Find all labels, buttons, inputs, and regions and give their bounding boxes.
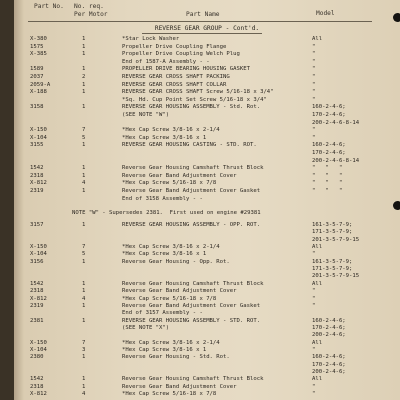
part-number: X-380 <box>30 36 47 42</box>
model-numbers: " <box>312 66 316 73</box>
model-numbers: 170-2-4-6; <box>312 150 346 156</box>
quantity: 2 <box>82 74 86 80</box>
model-numbers: " " " <box>312 180 343 187</box>
part-number: 2319 <box>30 302 44 309</box>
part-name: Reverse Gear Housing Camshaft Thrust Block <box>122 376 264 383</box>
part-number: X-104 <box>30 251 47 258</box>
note-w: NOTE "W" - Supersedes 2381. First used on engine #29381 <box>72 210 261 216</box>
part-number: 1542 <box>30 280 44 287</box>
table-row <box>14 391 400 399</box>
part-number: 2037 <box>30 74 44 80</box>
part-name: (SEE NOTE "W") <box>122 112 170 118</box>
quantity: 1 <box>82 51 86 58</box>
model-numbers: " <box>312 51 316 58</box>
model-numbers: " <box>312 346 316 353</box>
part-name: REVERSE GEAR HOUSING ASSEMBLY - Std. Rot. <box>122 104 261 111</box>
part-name: Reverse Gear Band Adjustment Cover <box>122 288 237 295</box>
model-numbers: " <box>312 96 316 103</box>
part-name: End of 3158 Assembly - - <box>122 195 203 202</box>
part-name: Reverse Gear Housing Camshaft Thrust Block <box>122 165 264 172</box>
quantity: 1 <box>82 317 86 324</box>
part-name: Propeller Drive Coupling Welch Plug <box>122 51 240 58</box>
part-name: Reverse Gear Band Adjustment Cover Gasket <box>122 302 261 309</box>
model-numbers: 160-2-4-6; <box>312 354 346 361</box>
part-number: 1542 <box>30 165 44 172</box>
part-name: *Hex Cap Screw 3/8-16 x 1 <box>122 251 207 258</box>
part-number: 2059-A <box>30 81 51 88</box>
model-numbers: " <box>312 43 316 50</box>
header-part-no: Part No. <box>34 3 64 10</box>
part-name: *Hex Cap Screw 5/16-18 x 7/8 <box>122 180 217 187</box>
model-numbers: 200-2-4-6-8-14 <box>312 119 360 126</box>
model-numbers: 161-3-5-7-9; <box>312 222 353 228</box>
part-number: 2318 <box>30 383 44 390</box>
table-header <box>14 0 400 22</box>
part-name: REVERSE GEAR HOUSING ASSEMBLY - OPP. ROT. <box>122 222 261 228</box>
model-numbers: 161-3-5-7-9; <box>312 258 353 265</box>
header-rule <box>28 21 372 22</box>
part-number: 1542 <box>30 376 44 383</box>
model-numbers: " <box>312 295 316 302</box>
quantity: 3 <box>82 346 86 353</box>
part-number: X-385 <box>30 51 47 58</box>
part-number: X-812 <box>30 391 47 398</box>
quantity: 1 <box>82 89 86 96</box>
model-numbers: All <box>312 244 323 251</box>
model-numbers: " <box>312 302 316 309</box>
part-name: Reverse Gear Band Adjustment Cover <box>122 172 237 179</box>
model-numbers: " <box>312 58 316 65</box>
quantity: 1 <box>82 354 86 361</box>
part-name: REVERSE GEAR CROSS SHAFT COLLAR <box>122 81 227 88</box>
model-numbers: 170-2-4-6; <box>312 324 346 331</box>
model-numbers: " <box>312 383 316 390</box>
part-name: Reverse Gear Housing Camshaft Thrust Block <box>122 280 264 287</box>
model-numbers: 200-2-4-6; <box>312 369 346 375</box>
quantity: 7 <box>82 127 86 134</box>
model-numbers: 160-2-4-6; <box>312 104 346 111</box>
model-numbers: " " " <box>312 172 343 179</box>
part-number: X-104 <box>30 134 47 141</box>
model-numbers: 160-2-4-6; <box>312 317 346 324</box>
model-numbers: " <box>312 81 316 88</box>
part-name: REVERSE GEAR HOUSING CASTING - STD. ROT. <box>122 142 257 149</box>
part-name: *Hex Cap Screw 3/8-16 x 2-1/4 <box>122 127 220 134</box>
part-number: 2319 <box>30 188 44 194</box>
part-name: REVERSE GEAR CROSS SHAFT Screw 5/16-18 x 3/4" <box>122 89 274 96</box>
quantity: 1 <box>82 288 86 295</box>
model-numbers: 200-2-4-6-8-14 <box>312 157 360 164</box>
section-underline <box>142 33 262 34</box>
model-numbers: All <box>312 339 323 346</box>
part-name: Reverse Gear Band Adjustment Cover <box>122 383 237 390</box>
quantity: 1 <box>82 383 86 390</box>
part-number: 2318 <box>30 288 44 295</box>
model-numbers: All <box>312 280 323 287</box>
part-name: *Hex Cap Screw 3/8-16 x 1 <box>122 134 207 141</box>
part-number: 3158 <box>30 104 44 111</box>
header-model: Model <box>316 10 335 17</box>
quantity: 5 <box>82 251 86 258</box>
model-numbers: 170-2-4-6; <box>312 361 346 368</box>
quantity: 1 <box>82 376 86 383</box>
part-name: Reverse Gear Housing - Opp. Rot. <box>122 258 230 265</box>
part-name: *Hex Cap Screw 3/8-16 x 1 <box>122 346 207 353</box>
part-name: *Hex Cap Screw 5/16-18 x 7/8 <box>122 391 217 398</box>
model-numbers: All <box>312 36 323 42</box>
part-number: X-812 <box>30 180 47 187</box>
model-numbers: 171-3-5-7-9; <box>312 266 353 273</box>
quantity: 1 <box>82 302 86 309</box>
quantity: 4 <box>82 391 86 398</box>
model-numbers: " " " <box>312 188 343 194</box>
part-name: Propeller Drive Coupling Flange <box>122 43 227 50</box>
header-part-name: Part Name <box>186 11 220 18</box>
part-name: *Sq. Hd. Cup Point Set Screw 5/16-18 x 3/4" <box>122 96 267 103</box>
part-number: 1589 <box>30 66 44 73</box>
part-name: REVERSE GEAR CROSS SHAFT PACKING <box>122 74 230 80</box>
quantity: 1 <box>82 280 86 287</box>
part-name: *Star Lock Washer <box>122 36 180 42</box>
quantity: 7 <box>82 339 86 346</box>
model-numbers: 200-2-4-6; <box>312 332 346 339</box>
model-numbers: " <box>312 251 316 258</box>
part-name: End of 1587-A Assembly - - <box>122 58 210 65</box>
part-name: Reverse Gear Housing - Std. Rot. <box>122 354 230 361</box>
model-numbers: " <box>312 288 316 295</box>
model-numbers: All <box>312 376 323 383</box>
part-name: PROPELLER DRIVE BEARING HOUSING GASKET <box>122 66 250 73</box>
part-name: Reverse Gear Band Adjustment Cover Gasket <box>122 188 261 194</box>
model-numbers: 160-2-4-6; <box>312 142 346 149</box>
quantity: 7 <box>82 244 86 251</box>
part-number: 3156 <box>30 258 44 265</box>
model-numbers: 201-3-5-7-9-15 <box>312 273 360 280</box>
model-numbers: 170-2-4-6; <box>312 112 346 118</box>
quantity: 1 <box>82 81 86 88</box>
model-numbers: " <box>312 74 316 80</box>
quantity: 1 <box>82 142 86 149</box>
model-numbers: 171-3-5-7-9; <box>312 229 353 236</box>
part-name: REVERSE GEAR HOUSING ASSEMBLY - STD. ROT. <box>122 317 261 324</box>
quantity: 1 <box>82 188 86 194</box>
model-numbers: " <box>312 391 316 398</box>
part-number: 3157 <box>30 222 44 228</box>
part-number: X-188 <box>30 89 47 96</box>
quantity: 1 <box>82 36 86 42</box>
part-number: X-150 <box>30 127 47 134</box>
model-numbers: " " " <box>312 165 343 172</box>
quantity: 1 <box>82 222 86 228</box>
quantity: 1 <box>82 43 86 50</box>
document-page <box>14 0 400 400</box>
part-name: *Hex Cap Screw 3/8-16 x 2-1/4 <box>122 244 220 251</box>
part-number: 2380 <box>30 354 44 361</box>
part-number: X-812 <box>30 295 47 302</box>
model-numbers: " <box>312 89 316 96</box>
header-no-req: No. req. <box>74 3 104 10</box>
quantity: 4 <box>82 180 86 187</box>
model-numbers: " <box>312 134 316 141</box>
part-number: 3155 <box>30 142 44 149</box>
part-number: X-104 <box>30 346 47 353</box>
part-number: 1575 <box>30 43 44 50</box>
quantity: 4 <box>82 295 86 302</box>
part-number: X-150 <box>30 339 47 346</box>
part-name: End of 3157 Assembly - - <box>122 310 203 317</box>
part-name: (SEE NOTE "X") <box>122 324 170 331</box>
quantity: 1 <box>82 165 86 172</box>
header-per-motor: Per Motor <box>74 11 108 18</box>
quantity: 5 <box>82 134 86 141</box>
quantity: 1 <box>82 104 86 111</box>
part-number: X-150 <box>30 244 47 251</box>
part-number: 2381 <box>30 317 44 324</box>
model-numbers: " <box>312 127 316 134</box>
quantity: 1 <box>82 66 86 73</box>
quantity: 1 <box>82 172 86 179</box>
part-number: 2318 <box>30 172 44 179</box>
model-numbers: 201-3-5-7-9-15 <box>312 236 360 243</box>
part-name: *Hex Cap Screw 5/16-18 x 7/8 <box>122 295 217 302</box>
quantity: 1 <box>82 258 86 265</box>
section-title: REVERSE GEAR GROUP - Cont'd. <box>154 25 260 32</box>
table-row <box>14 196 400 204</box>
part-name: *Hex Cap Screw 3/8-16 x 2-1/4 <box>122 339 220 346</box>
